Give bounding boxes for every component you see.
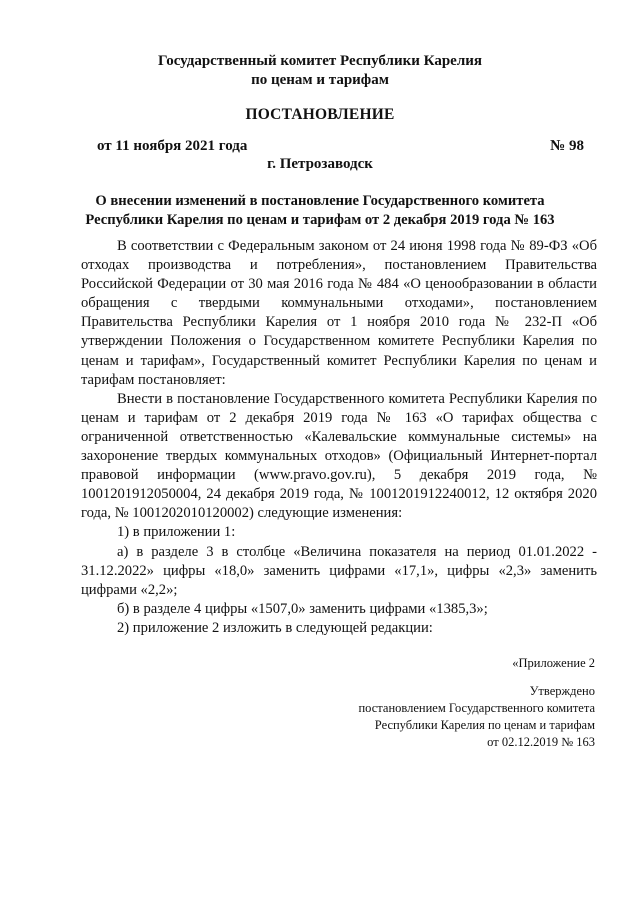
document-subject — [70, 192, 570, 230]
subject-line-1: О внесении изменений в постановление Государственного комитета — [95, 193, 545, 209]
preamble-paragraph: В соответствии с Федеральным законом от 24 июня 1998 года № 89-ФЗ «Об отходах производства и потребления», постановлением Правительства Российской Федерации от 30 мая 2016 года № 484 «О ценообразовании в области обращения с твердыми коммунальными отходами», постановлением Правительства Республики Карелия от 1 ноября 2010 года № 232-П «Об утверждении Положения о Государственном комитете Республики Карелия по ценам и тарифам», Государственный комитет Республики Карелия по ценам и тарифам постановляет: — [81, 238, 597, 388]
approval-line-4: от 02.12.2019 № 163 — [487, 735, 595, 749]
appendix-title: «Приложение 2 — [512, 656, 595, 670]
item-1: 1) в приложении 1: — [117, 524, 236, 541]
item-2: 2) приложение 2 изложить в следующей редакции: — [117, 619, 433, 636]
approval-label: Утверждено — [529, 684, 595, 698]
approval-line-2: постановлением Государственного комитета — [358, 701, 595, 715]
document-type: ПОСТАНОВЛЕНИЕ — [245, 106, 395, 123]
issuing-authority — [0, 52, 640, 90]
item-1b: б) в разделе 4 цифры «1507,0» заменить цифрами «1385,3»; — [117, 600, 488, 617]
authority-line-2: по ценам и тарифам — [251, 72, 389, 88]
document-date: от 11 ноября 2021 года — [97, 138, 248, 154]
approval-block — [358, 683, 595, 751]
authority-line-1: Государственный комитет Республики Карелия — [158, 53, 482, 69]
document-number: № 98 — [550, 138, 584, 154]
approval-line-3: Республики Карелия по ценам и тарифам — [374, 718, 595, 732]
document-body — [81, 237, 597, 638]
item-1a: а) в разделе 3 в столбце «Величина показателя на период 01.01.2022 - 31.12.2022» цифры «18,0» заменить цифрами «17,1», цифры «2,3» заменить цифрами «2,2»; — [81, 543, 597, 598]
subject-line-2: Республики Карелия по ценам и тарифам от 2 декабря 2019 года № 163 — [85, 212, 555, 228]
document-city: г. Петрозаводск — [267, 156, 373, 172]
resolution-paragraph: Внести в постановление Государственного комитета Республики Карелия по ценам и тарифам от 2 декабря 2019 года № 163 «О тарифах общества с ограниченной ответственностью «Калевальские коммунальные системы» на захоронение твердых коммунальных отходов» (Официальный Интернет-портал правовой информации (www.pravo.gov.ru), 5 декабря 2019 года, № 1001201912050004, 24 декабря 2019 года, № 1001201912240012, 12 октября 2020 года, № 1001202010120002) следующие изменения: — [81, 390, 597, 522]
